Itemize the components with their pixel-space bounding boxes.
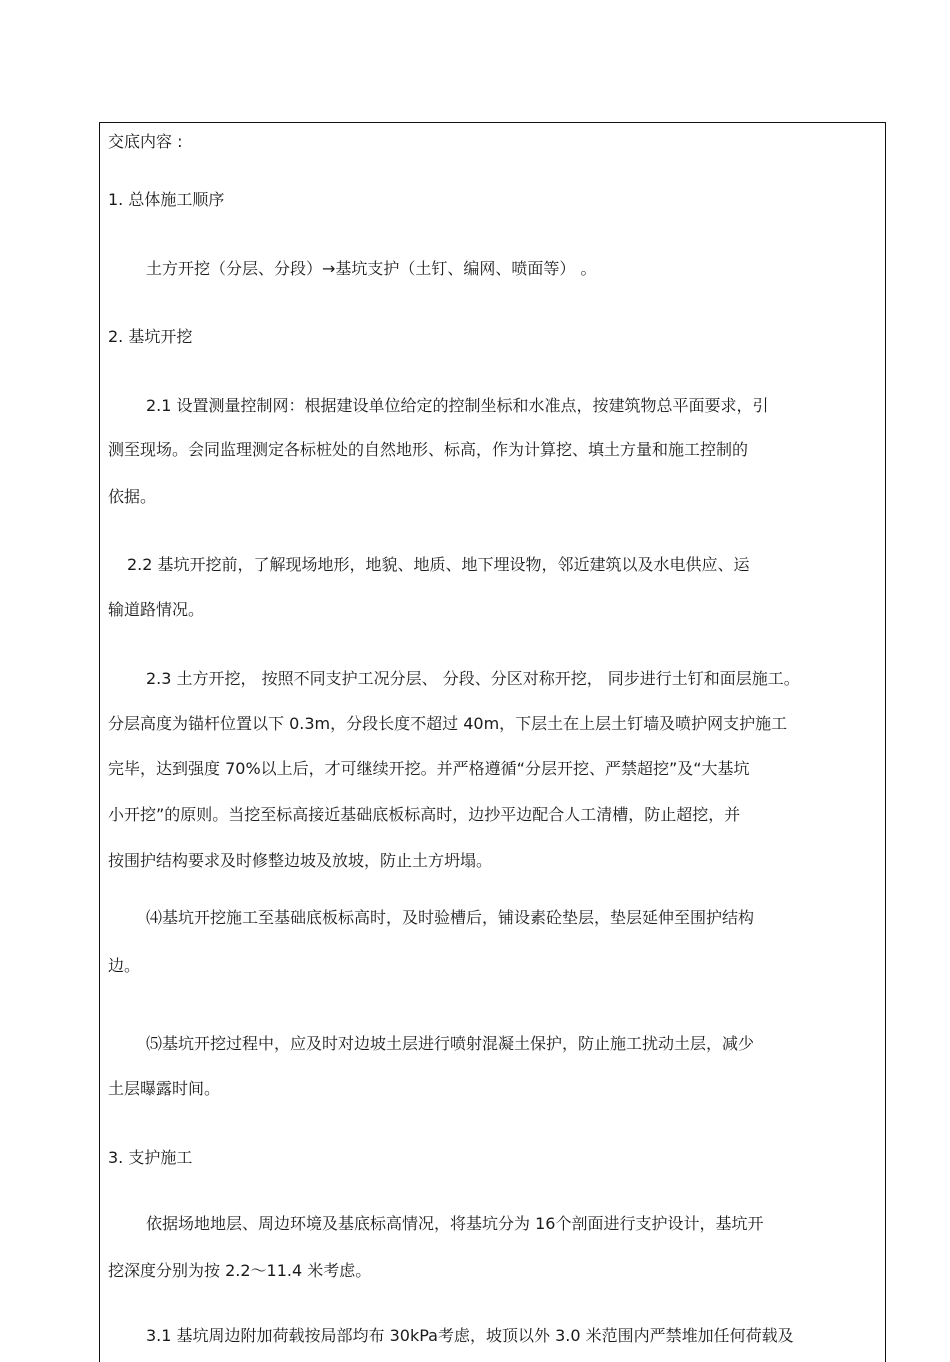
section-3-title: 3. 支护施工 bbox=[108, 1148, 193, 1167]
paragraph-2-1-line-3: 依据。 bbox=[108, 487, 157, 506]
content-table-frame bbox=[99, 122, 886, 1362]
paragraph-3-1-line-1: 3.1 基坑周边附加荷载按局部均布 30kPa考虑，坡顶以外 3.0 米范围内严禁堆加任何荷载及 bbox=[146, 1326, 794, 1345]
section-1-text: 土方开挖（分层、分段）→基坑支护（土钉、编网、喷面等） 。 bbox=[146, 259, 597, 278]
section-1-title: 1. 总体施工顺序 bbox=[108, 190, 225, 209]
paragraph-2-3-line-3: 完毕，达到强度 70%以上后，才可继续开挖。并严格遵循“分层开挖、严禁超挖”及“大基坑 bbox=[108, 759, 750, 778]
paragraph-4-line-1: ⑷基坑开挖施工至基础底板标高时，及时验槽后，铺设素砼垫层，垫层延伸至围护结构 bbox=[146, 908, 755, 927]
paragraph-2-3-line-1: 2.3 土方开挖， 按照不同支护工况分层、 分段、分区对称开挖， 同步进行土钉和面层施工。 bbox=[146, 669, 800, 688]
paragraph-3-line-1: 依据场地地层、周边环境及基底标高情况，将基坑分为 16个剖面进行支护设计，基坑开 bbox=[146, 1214, 764, 1233]
paragraph-5-line-1: ⑸基坑开挖过程中，应及时对边坡土层进行喷射混凝土保护，防止施工扰动土层，减少 bbox=[146, 1034, 755, 1053]
section-2-title: 2. 基坑开挖 bbox=[108, 327, 193, 346]
paragraph-3-line-2: 挖深度分别为按 2.2～11.4 米考虑。 bbox=[108, 1261, 372, 1280]
paragraph-4-line-2: 边。 bbox=[108, 956, 141, 975]
paragraph-2-2-line-2: 输道路情况。 bbox=[108, 600, 205, 619]
section-heading: 交底内容 : bbox=[108, 132, 183, 151]
paragraph-2-1-line-2: 测至现场。会同监理测定各标桩处的自然地形、标高，作为计算挖、填土方量和施工控制的 bbox=[108, 440, 749, 459]
paragraph-5-line-2: 土层曝露时间。 bbox=[108, 1079, 221, 1098]
paragraph-2-1-line-1: 2.1 设置测量控制网：根据建设单位给定的控制坐标和水准点，按建筑物总平面要求，引 bbox=[146, 396, 769, 415]
paragraph-2-2-line-1: 2.2 基坑开挖前，了解现场地形，地貌、地质、地下埋设物，邻近建筑以及水电供应、运 bbox=[127, 555, 750, 574]
paragraph-2-3-line-4: 小开挖”的原则。当挖至标高接近基础底板标高时，边抄平边配合人工清槽，防止超挖，并 bbox=[108, 805, 741, 824]
paragraph-2-3-line-5: 按围护结构要求及时修整边坡及放坡，防止土方坍塌。 bbox=[108, 851, 493, 870]
paragraph-2-3-line-2: 分层高度为锚杆位置以下 0.3m，分段长度不超过 40m，下层土在上层土钉墙及喷护网支护施工 bbox=[108, 714, 788, 733]
